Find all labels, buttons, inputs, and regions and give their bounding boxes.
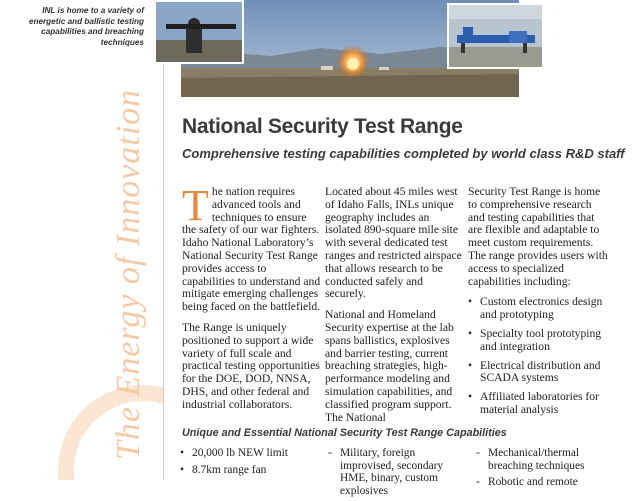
body-column-3 (468, 186, 610, 423)
location-paragraph: Located about 45 miles west of Idaho Falls, INLs unique geography includes an isolated 890-square mile site with several dedicated test ranges and restricted airspace that allows research to be conducted safely and securely. (325, 185, 462, 301)
capabilities-heading: Unique and Essential National Security Test Range Capabilities (182, 427, 507, 439)
left-margin-band (0, 0, 163, 480)
page-title: National Security Test Range (182, 115, 463, 138)
margin-divider (163, 0, 164, 480)
list-item: - Robotic and remote (476, 476, 616, 489)
shooter-inset-photo (156, 2, 242, 62)
list-item: - Military, foreign improvised, secondary HME, binary, custom explosives (328, 447, 468, 497)
page-subtitle: Comprehensive testing capabilities completed by world class R&D staff (182, 146, 625, 161)
expertise-paragraph: National and Homeland Security expertise at the lab spans ballistics, explosives and barrier testing, current breaching strategies, high-performance modeling and simulation capabilities, and classified program support. The National (325, 308, 454, 424)
capabilities-list (468, 296, 610, 416)
list-item: • Specialty tool prototyping and integration (468, 328, 610, 354)
list-item: • Custom electronics design and prototyping (468, 296, 610, 322)
drop-cap: T (182, 181, 209, 230)
equipment-inset-photo (449, 5, 542, 67)
intro-text: he nation requires advanced tools and techniques to ensure the safety of our war fighters. Idaho National Laboratory’s National Security Test Range provides access to capabilities to understand and mitigate emerging challenges being faced on the battlefield. (182, 185, 321, 314)
list-item: • Affiliated laboratories for material analysis (468, 391, 610, 417)
intro-paragraph (182, 181, 322, 314)
capabilities-column-3 (476, 447, 616, 493)
capabilities-column-1 (180, 447, 315, 480)
body-column-2 (325, 186, 463, 432)
list-item: • Electrical distribution and SCADA systems (468, 360, 610, 386)
list-item: • 20,000 lb NEW limit (180, 447, 315, 460)
body-column-1 (182, 181, 322, 420)
watermark-text: The Energy of Innovation (110, 88, 147, 460)
photo-caption: INL is home to a variety of energetic and ballistic testing capabilities and breaching techniques (28, 6, 144, 47)
range-paragraph: The Range is uniquely positioned to support a wide variety of full scale and practical testing opportunities for the DOE, DOD, NNSA, DHS, and other federal and industrial collaborators. (182, 320, 320, 411)
capabilities-column-2 (328, 447, 468, 501)
list-item: - Mechanical/thermal breaching techniques (476, 447, 616, 472)
list-item: • 8.7km range fan (180, 464, 315, 477)
capabilities-paragraph: Security Test Range is home to comprehensive research and testing capabilities that are flexible and adaptable to meet custom requirements. The range provides users with access to specialized capabilities including: (468, 185, 608, 288)
